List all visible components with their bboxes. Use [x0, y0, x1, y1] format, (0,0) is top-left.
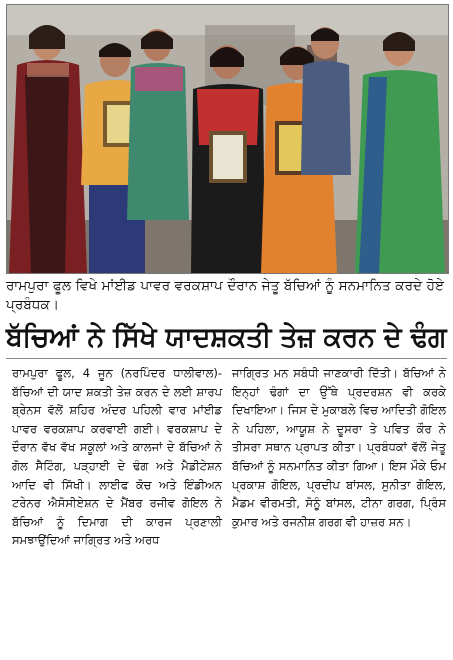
- article-column-left: [12, 364, 222, 550]
- article-text-right: ਜਾਗ੍ਰਿਤ ਮਨ ਸਬੰਧੀ ਜਾਣਕਾਰੀ ਦਿੱਤੀ। ਬੱਚਿਆਂ ਨੇ ਇਨ੍ਹਾਂ ਢੰਗਾਂ ਦਾ ਉੱਥੇ ਪ੍ਰਦਰਸ਼ਨ ਵੀ ਕਰਕੇ ਦਿਖਾਇਆ। ਜਿਸ ਦੇ ਮੁਕਾਬਲੇ ਵਿਚ ਆਦਿਤੀ ਗੋਇਲ ਨੇ ਪਹਿਲਾ, ਆਯੂਸ਼ ਨੇ ਦੂਸਰਾ ਤੇ ਪਵਿਤ ਕੌਰ ਨੇ ਤੀਸਰਾ ਸਥਾਨ ਪ੍ਰਾਪਤ ਕੀਤਾ। ਪ੍ਰਬੰਧਕਾਂ ਵੱਲੋਂ ਜੇਤੂ ਬੱਚਿਆਂ ਨੂੰ ਸਨਮਾਨਿਤ ਕੀਤਾ ਗਿਆ। ਇਸ ਮੌਕੇ ਓਮ ਪ੍ਰਕਾਸ਼ ਗੋਇਲ, ਪ੍ਰਦੀਪ ਬਾਂਸਲ, ਸੁਨੀਤਾ ਗੋਇਲ, ਮੈਡਮ ਵੀਰਮਤੀ, ਸੋਨੂੰ ਬਾਂਸਲ, ਟੀਨਾ ਗਰਗ, ਪ੍ਰਿੰਸ ਕੁਮਾਰ ਅਤੇ ਰਜਨੀਸ਼ ਗਰਗ ਵੀ ਹਾਜ਼ਰ ਸਨ।: [232, 366, 446, 529]
- headline: ਬੱਚਿਆਂ ਨੇ ਸਿੱਖੇ ਯਾਦਸ਼ਕਤੀ ਤੇਜ਼ ਕਰਨ ਦੇ ਢੰਗ: [6, 322, 447, 353]
- photo-caption: ਰਾਮਪੁਰਾ ਫੂਲ ਵਿਖੇ ਮਾਂਈਡ ਪਾਵਰ ਵਰਕਸ਼ਾਪ ਦੌਰਾਨ ਜੇਤੂ ਬੱਚਿਆਂ ਨੂੰ ਸਨਮਾਨਿਤ ਕਰਦੇ ਹੋਏ ਪ੍ਰਬੰਧਕ।: [6, 279, 445, 313]
- news-photo: [6, 4, 449, 274]
- group-photo-illustration: [7, 5, 448, 273]
- article-text-left: ਰਾਮਪੁਰਾ ਫੂਲ, 4 ਜੂਨ (ਨਰਪਿੰਦਰ ਧਾਲੀਵਾਲ)- ਬੱਚਿਆਂ ਦੀ ਯਾਦ ਸ਼ਕਤੀ ਤੇਜ਼ ਕਰਨ ਦੇ ਲਈ ਸ਼ਾਰਪ ਬ੍ਰੇਨਸ ਵੱਲੋਂ ਸ਼ਹਿਰ ਅੰਦਰ ਪਹਿਲੀ ਵਾਰ ਮਾਂਈਡ ਪਾਵਰ ਵਰਕਸ਼ਾਪ ਕਰਵਾਈ ਗਈ। ਵਰਕਸ਼ਾਪ ਦੇ ਦੌਰਾਨ ਵੱਖ ਵੱਖ ਸਕੂਲਾਂ ਅਤੇ ਕਾਲਜਾਂ ਦੇ ਬੱਚਿਆਂ ਨੇ ਗੋਲ ਸੈਟਿੰਗ, ਪੜ੍ਹਾਈ ਦੇ ਢੰਗ ਅਤੇ ਮੈਡੀਟੇਸ਼ਨ ਆਦਿ ਵੀ ਸਿੱਖੀ। ਲਾਈਫ ਕੋਚ ਅਤੇ ਇੰਡੀਅਨ ਟਰੇਨਰ ਐਸੋਸੀਏਸ਼ਨ ਦੇ ਮੈਂਬਰ ਰਜੀਵ ਗੋਇਲ ਨੇ ਬੱਚਿਆਂ ਨੂੰ ਦਿਮਾਗ ਦੀ ਕਾਰਜ ਪ੍ਰਣਾਲੀ ਸਮਝਾਉਂਦਿਆਂ ਜਾਗ੍ਰਿਤ ਅਤੇ ਅਰਧ: [12, 366, 222, 548]
- headline-divider: [6, 358, 447, 359]
- article-column-right: [232, 364, 446, 531]
